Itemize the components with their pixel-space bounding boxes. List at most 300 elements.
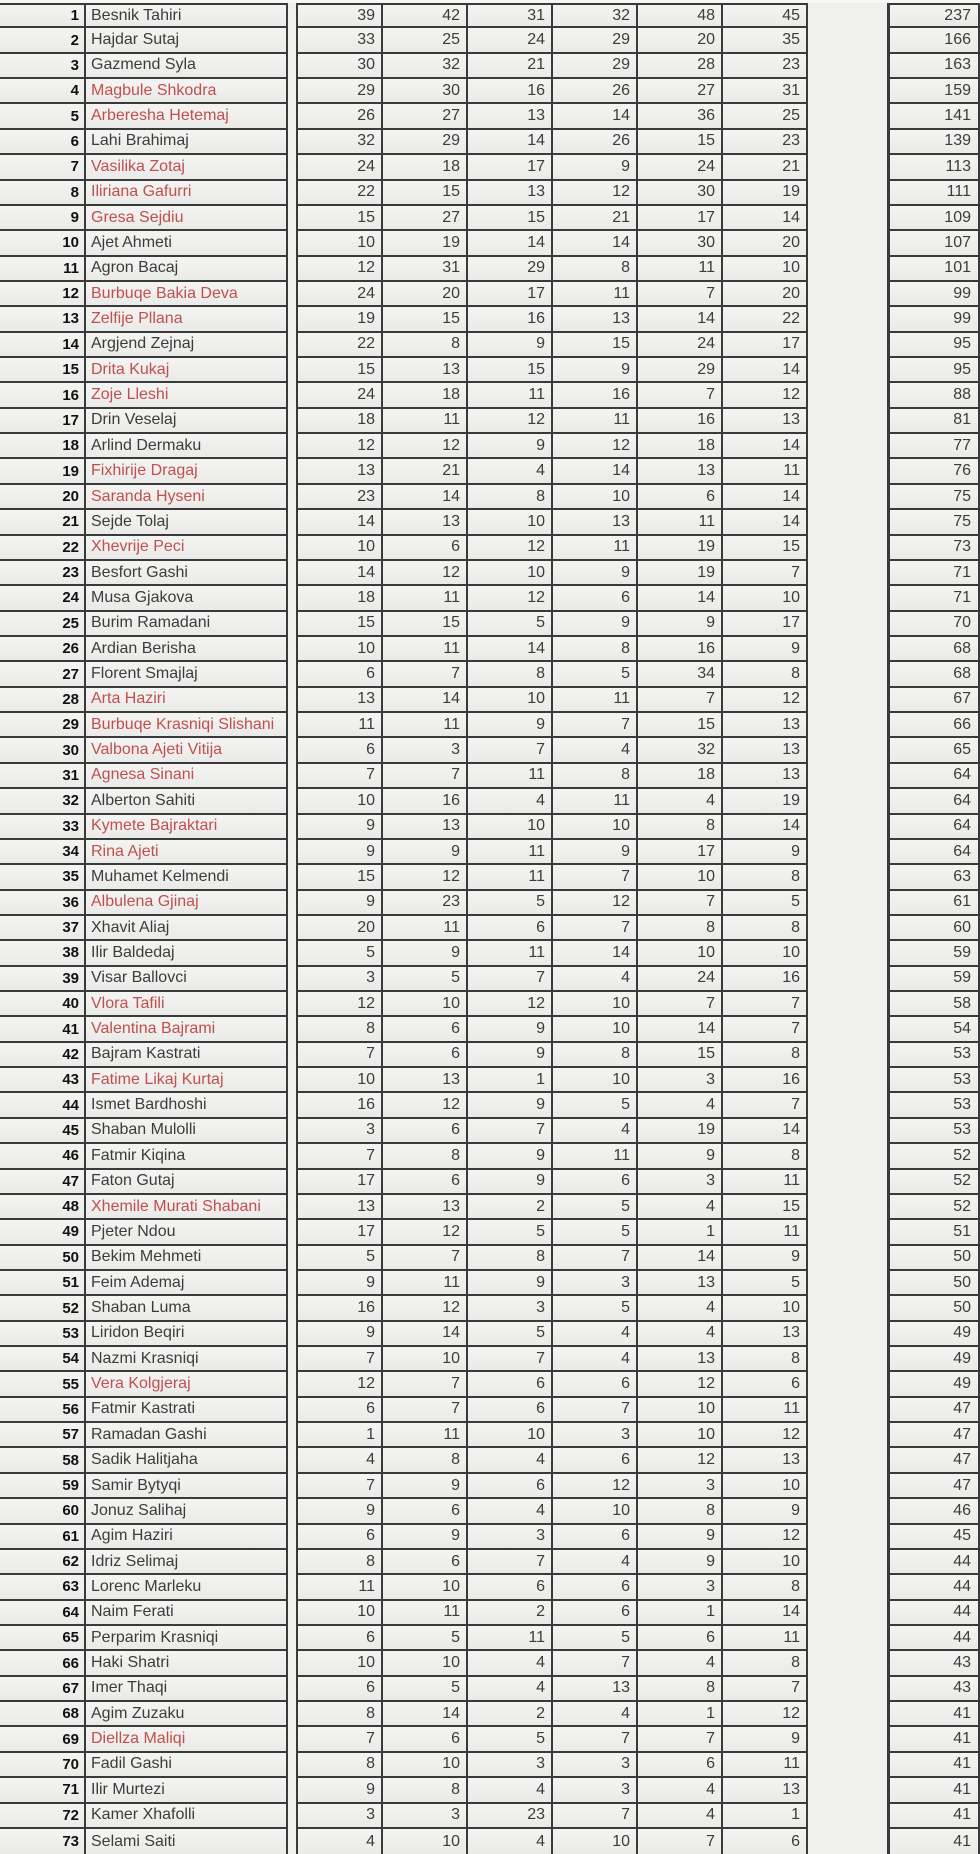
value-cell-2[interactable]: 7 bbox=[383, 662, 468, 687]
rank-cell[interactable]: 8 bbox=[0, 181, 86, 206]
value-cell-4[interactable]: 5 bbox=[553, 1626, 638, 1651]
name-cell[interactable]: Rina Ajeti bbox=[86, 840, 288, 865]
value-cell-2[interactable]: 11 bbox=[383, 713, 468, 738]
value-cell-5[interactable]: 14 bbox=[638, 586, 723, 611]
value-cell-3[interactable]: 5 bbox=[468, 1220, 553, 1245]
value-cell-5[interactable]: 19 bbox=[638, 561, 723, 586]
value-cell-5[interactable]: 14 bbox=[638, 1246, 723, 1271]
total-cell[interactable]: 49 bbox=[890, 1347, 980, 1372]
total-cell[interactable]: 49 bbox=[890, 1372, 980, 1397]
value-cell-2[interactable]: 27 bbox=[383, 206, 468, 231]
total-cell[interactable]: 52 bbox=[890, 1170, 980, 1195]
value-cell-1[interactable]: 16 bbox=[298, 1093, 383, 1118]
value-cell-5[interactable]: 3 bbox=[638, 1068, 723, 1093]
value-cell-3[interactable]: 4 bbox=[468, 1448, 553, 1473]
value-cell-3[interactable]: 10 bbox=[468, 688, 553, 713]
value-cell-4[interactable]: 4 bbox=[553, 738, 638, 763]
value-cell-5[interactable]: 13 bbox=[638, 459, 723, 484]
total-cell[interactable]: 70 bbox=[890, 612, 980, 637]
value-cell-5[interactable]: 18 bbox=[638, 434, 723, 459]
value-cell-1[interactable]: 16 bbox=[298, 1296, 383, 1321]
total-cell[interactable]: 44 bbox=[890, 1601, 980, 1626]
rank-cell[interactable]: 68 bbox=[0, 1702, 86, 1727]
value-cell-5[interactable]: 11 bbox=[638, 257, 723, 282]
rank-cell[interactable]: 36 bbox=[0, 891, 86, 916]
value-cell-6[interactable]: 20 bbox=[723, 282, 808, 307]
value-cell-6[interactable]: 7 bbox=[723, 1017, 808, 1042]
value-cell-5[interactable]: 30 bbox=[638, 181, 723, 206]
name-cell[interactable]: Ilir Baldedaj bbox=[86, 941, 288, 966]
total-cell[interactable]: 113 bbox=[890, 155, 980, 180]
total-cell[interactable]: 81 bbox=[890, 409, 980, 434]
rank-cell[interactable]: 39 bbox=[0, 967, 86, 992]
value-cell-6[interactable]: 19 bbox=[723, 789, 808, 814]
name-cell[interactable]: Fixhirije Dragaj bbox=[86, 459, 288, 484]
value-cell-6[interactable]: 35 bbox=[723, 28, 808, 53]
name-cell[interactable]: Kamer Xhafolli bbox=[86, 1804, 288, 1829]
value-cell-3[interactable]: 9 bbox=[468, 1093, 553, 1118]
name-cell[interactable]: Ismet Bardhoshi bbox=[86, 1093, 288, 1118]
total-cell[interactable]: 50 bbox=[890, 1271, 980, 1296]
name-cell[interactable]: Besnik Tahiri bbox=[86, 3, 288, 28]
value-cell-3[interactable]: 5 bbox=[468, 612, 553, 637]
total-cell[interactable]: 47 bbox=[890, 1398, 980, 1423]
value-cell-5[interactable]: 16 bbox=[638, 409, 723, 434]
value-cell-1[interactable]: 6 bbox=[298, 662, 383, 687]
value-cell-5[interactable]: 14 bbox=[638, 1017, 723, 1042]
name-cell[interactable]: Gazmend Syla bbox=[86, 54, 288, 79]
value-cell-5[interactable]: 29 bbox=[638, 358, 723, 383]
value-cell-6[interactable]: 14 bbox=[723, 485, 808, 510]
value-cell-5[interactable]: 9 bbox=[638, 612, 723, 637]
rank-cell[interactable]: 29 bbox=[0, 713, 86, 738]
value-cell-5[interactable]: 9 bbox=[638, 1525, 723, 1550]
name-cell[interactable]: Idriz Selimaj bbox=[86, 1550, 288, 1575]
value-cell-5[interactable]: 1 bbox=[638, 1601, 723, 1626]
value-cell-3[interactable]: 13 bbox=[468, 181, 553, 206]
value-cell-5[interactable]: 7 bbox=[638, 1829, 723, 1854]
value-cell-2[interactable]: 11 bbox=[383, 916, 468, 941]
total-cell[interactable]: 111 bbox=[890, 181, 980, 206]
value-cell-4[interactable]: 10 bbox=[553, 1499, 638, 1524]
value-cell-2[interactable]: 31 bbox=[383, 257, 468, 282]
rank-cell[interactable]: 62 bbox=[0, 1550, 86, 1575]
value-cell-3[interactable]: 17 bbox=[468, 282, 553, 307]
value-cell-3[interactable]: 5 bbox=[468, 891, 553, 916]
value-cell-6[interactable]: 11 bbox=[723, 1626, 808, 1651]
value-cell-1[interactable]: 10 bbox=[298, 789, 383, 814]
total-cell[interactable]: 44 bbox=[890, 1575, 980, 1600]
value-cell-2[interactable]: 10 bbox=[383, 1347, 468, 1372]
rank-cell[interactable]: 32 bbox=[0, 789, 86, 814]
name-cell[interactable]: Vasilika Zotaj bbox=[86, 155, 288, 180]
value-cell-2[interactable]: 10 bbox=[383, 1829, 468, 1854]
value-cell-2[interactable]: 15 bbox=[383, 612, 468, 637]
rank-cell[interactable]: 58 bbox=[0, 1448, 86, 1473]
name-cell[interactable]: Fadil Gashi bbox=[86, 1753, 288, 1778]
total-cell[interactable]: 41 bbox=[890, 1804, 980, 1829]
name-cell[interactable]: Jonuz Salihaj bbox=[86, 1499, 288, 1524]
value-cell-4[interactable]: 7 bbox=[553, 865, 638, 890]
value-cell-1[interactable]: 4 bbox=[298, 1448, 383, 1473]
name-cell[interactable]: Drin Veselaj bbox=[86, 409, 288, 434]
name-cell[interactable]: Naim Ferati bbox=[86, 1601, 288, 1626]
rank-cell[interactable]: 34 bbox=[0, 840, 86, 865]
value-cell-5[interactable]: 4 bbox=[638, 1195, 723, 1220]
value-cell-5[interactable]: 16 bbox=[638, 637, 723, 662]
value-cell-4[interactable]: 10 bbox=[553, 1068, 638, 1093]
rank-cell[interactable]: 18 bbox=[0, 434, 86, 459]
value-cell-6[interactable]: 12 bbox=[723, 1525, 808, 1550]
total-cell[interactable]: 139 bbox=[890, 130, 980, 155]
rank-cell[interactable]: 3 bbox=[0, 54, 86, 79]
value-cell-3[interactable]: 7 bbox=[468, 1550, 553, 1575]
value-cell-6[interactable]: 6 bbox=[723, 1829, 808, 1854]
value-cell-6[interactable]: 5 bbox=[723, 1271, 808, 1296]
value-cell-4[interactable]: 11 bbox=[553, 409, 638, 434]
value-cell-2[interactable]: 32 bbox=[383, 54, 468, 79]
value-cell-4[interactable]: 32 bbox=[553, 3, 638, 28]
value-cell-2[interactable]: 29 bbox=[383, 130, 468, 155]
total-cell[interactable]: 59 bbox=[890, 967, 980, 992]
rank-cell[interactable]: 30 bbox=[0, 738, 86, 763]
name-cell[interactable]: Visar Ballovci bbox=[86, 967, 288, 992]
value-cell-6[interactable]: 10 bbox=[723, 1550, 808, 1575]
name-cell[interactable]: Zelfije Pllana bbox=[86, 307, 288, 332]
total-cell[interactable]: 52 bbox=[890, 1195, 980, 1220]
rank-cell[interactable]: 51 bbox=[0, 1271, 86, 1296]
total-cell[interactable]: 88 bbox=[890, 383, 980, 408]
value-cell-4[interactable]: 7 bbox=[553, 1246, 638, 1271]
value-cell-6[interactable]: 10 bbox=[723, 941, 808, 966]
rank-cell[interactable]: 54 bbox=[0, 1347, 86, 1372]
name-cell[interactable]: Gresa Sejdiu bbox=[86, 206, 288, 231]
name-cell[interactable]: Iliriana Gafurri bbox=[86, 181, 288, 206]
value-cell-2[interactable]: 6 bbox=[383, 1119, 468, 1144]
total-cell[interactable]: 50 bbox=[890, 1296, 980, 1321]
value-cell-6[interactable]: 8 bbox=[723, 916, 808, 941]
value-cell-3[interactable]: 16 bbox=[468, 79, 553, 104]
value-cell-1[interactable]: 5 bbox=[298, 941, 383, 966]
value-cell-4[interactable]: 6 bbox=[553, 1170, 638, 1195]
rank-cell[interactable]: 48 bbox=[0, 1195, 86, 1220]
total-cell[interactable]: 47 bbox=[890, 1423, 980, 1448]
value-cell-3[interactable]: 9 bbox=[468, 333, 553, 358]
value-cell-4[interactable]: 5 bbox=[553, 662, 638, 687]
value-cell-5[interactable]: 10 bbox=[638, 865, 723, 890]
rank-cell[interactable]: 49 bbox=[0, 1220, 86, 1245]
rank-cell[interactable]: 66 bbox=[0, 1651, 86, 1676]
value-cell-1[interactable]: 6 bbox=[298, 1677, 383, 1702]
name-cell[interactable]: Valentina Bajrami bbox=[86, 1017, 288, 1042]
value-cell-4[interactable]: 12 bbox=[553, 434, 638, 459]
total-cell[interactable]: 71 bbox=[890, 586, 980, 611]
value-cell-6[interactable]: 7 bbox=[723, 1093, 808, 1118]
value-cell-5[interactable]: 24 bbox=[638, 333, 723, 358]
value-cell-1[interactable]: 32 bbox=[298, 130, 383, 155]
value-cell-1[interactable]: 24 bbox=[298, 383, 383, 408]
value-cell-5[interactable]: 1 bbox=[638, 1220, 723, 1245]
total-cell[interactable]: 44 bbox=[890, 1626, 980, 1651]
name-cell[interactable]: Imer Thaqi bbox=[86, 1677, 288, 1702]
value-cell-1[interactable]: 8 bbox=[298, 1017, 383, 1042]
value-cell-2[interactable]: 10 bbox=[383, 1753, 468, 1778]
value-cell-1[interactable]: 12 bbox=[298, 992, 383, 1017]
value-cell-5[interactable]: 8 bbox=[638, 916, 723, 941]
value-cell-2[interactable]: 6 bbox=[383, 1017, 468, 1042]
value-cell-4[interactable]: 13 bbox=[553, 1677, 638, 1702]
rank-cell[interactable]: 15 bbox=[0, 358, 86, 383]
value-cell-6[interactable]: 7 bbox=[723, 992, 808, 1017]
value-cell-2[interactable]: 10 bbox=[383, 1651, 468, 1676]
rank-cell[interactable]: 35 bbox=[0, 865, 86, 890]
value-cell-4[interactable]: 3 bbox=[553, 1778, 638, 1803]
value-cell-6[interactable]: 13 bbox=[723, 1778, 808, 1803]
name-cell[interactable]: Selami Saiti bbox=[86, 1829, 288, 1854]
value-cell-4[interactable]: 26 bbox=[553, 130, 638, 155]
value-cell-6[interactable]: 11 bbox=[723, 459, 808, 484]
rank-cell[interactable]: 52 bbox=[0, 1296, 86, 1321]
value-cell-2[interactable]: 8 bbox=[383, 1144, 468, 1169]
value-cell-6[interactable]: 16 bbox=[723, 1068, 808, 1093]
value-cell-5[interactable]: 30 bbox=[638, 231, 723, 256]
value-cell-6[interactable]: 8 bbox=[723, 1651, 808, 1676]
value-cell-1[interactable]: 15 bbox=[298, 206, 383, 231]
value-cell-4[interactable]: 29 bbox=[553, 28, 638, 53]
value-cell-2[interactable]: 15 bbox=[383, 181, 468, 206]
value-cell-3[interactable]: 4 bbox=[468, 1677, 553, 1702]
value-cell-1[interactable]: 11 bbox=[298, 713, 383, 738]
value-cell-5[interactable]: 17 bbox=[638, 206, 723, 231]
value-cell-6[interactable]: 8 bbox=[723, 1144, 808, 1169]
rank-cell[interactable]: 37 bbox=[0, 916, 86, 941]
value-cell-3[interactable]: 14 bbox=[468, 231, 553, 256]
value-cell-3[interactable]: 10 bbox=[468, 561, 553, 586]
total-cell[interactable]: 163 bbox=[890, 54, 980, 79]
value-cell-6[interactable]: 15 bbox=[723, 536, 808, 561]
value-cell-3[interactable]: 6 bbox=[468, 1372, 553, 1397]
value-cell-4[interactable]: 3 bbox=[553, 1753, 638, 1778]
value-cell-5[interactable]: 32 bbox=[638, 738, 723, 763]
name-cell[interactable]: Albulena Gjinaj bbox=[86, 891, 288, 916]
value-cell-3[interactable]: 12 bbox=[468, 992, 553, 1017]
name-cell[interactable]: Musa Gjakova bbox=[86, 586, 288, 611]
value-cell-4[interactable]: 12 bbox=[553, 1474, 638, 1499]
rank-cell[interactable]: 43 bbox=[0, 1068, 86, 1093]
value-cell-1[interactable]: 6 bbox=[298, 1525, 383, 1550]
value-cell-6[interactable]: 31 bbox=[723, 79, 808, 104]
value-cell-3[interactable]: 12 bbox=[468, 409, 553, 434]
value-cell-2[interactable]: 20 bbox=[383, 282, 468, 307]
total-cell[interactable]: 49 bbox=[890, 1322, 980, 1347]
value-cell-5[interactable]: 8 bbox=[638, 815, 723, 840]
value-cell-6[interactable]: 8 bbox=[723, 662, 808, 687]
value-cell-5[interactable]: 6 bbox=[638, 1753, 723, 1778]
name-cell[interactable]: Feim Ademaj bbox=[86, 1271, 288, 1296]
value-cell-6[interactable]: 12 bbox=[723, 688, 808, 713]
value-cell-6[interactable]: 12 bbox=[723, 383, 808, 408]
value-cell-4[interactable]: 10 bbox=[553, 992, 638, 1017]
value-cell-2[interactable]: 6 bbox=[383, 1170, 468, 1195]
value-cell-1[interactable]: 12 bbox=[298, 257, 383, 282]
value-cell-6[interactable]: 6 bbox=[723, 1372, 808, 1397]
value-cell-6[interactable]: 13 bbox=[723, 1322, 808, 1347]
value-cell-3[interactable]: 3 bbox=[468, 1525, 553, 1550]
value-cell-4[interactable]: 7 bbox=[553, 1727, 638, 1752]
name-cell[interactable]: Haki Shatri bbox=[86, 1651, 288, 1676]
value-cell-1[interactable]: 24 bbox=[298, 155, 383, 180]
rank-cell[interactable]: 12 bbox=[0, 282, 86, 307]
value-cell-4[interactable]: 6 bbox=[553, 1575, 638, 1600]
value-cell-1[interactable]: 10 bbox=[298, 231, 383, 256]
value-cell-4[interactable]: 13 bbox=[553, 307, 638, 332]
value-cell-2[interactable]: 12 bbox=[383, 865, 468, 890]
value-cell-5[interactable]: 4 bbox=[638, 1778, 723, 1803]
value-cell-3[interactable]: 9 bbox=[468, 1017, 553, 1042]
value-cell-4[interactable]: 26 bbox=[553, 79, 638, 104]
rank-cell[interactable]: 2 bbox=[0, 28, 86, 53]
value-cell-4[interactable]: 8 bbox=[553, 1043, 638, 1068]
rank-cell[interactable]: 1 bbox=[0, 3, 86, 28]
value-cell-6[interactable]: 9 bbox=[723, 840, 808, 865]
rank-cell[interactable]: 10 bbox=[0, 231, 86, 256]
value-cell-4[interactable]: 8 bbox=[553, 257, 638, 282]
value-cell-2[interactable]: 21 bbox=[383, 459, 468, 484]
name-cell[interactable]: Shaban Luma bbox=[86, 1296, 288, 1321]
value-cell-6[interactable]: 13 bbox=[723, 713, 808, 738]
value-cell-3[interactable]: 4 bbox=[468, 1829, 553, 1854]
name-cell[interactable]: Diellza Maliqi bbox=[86, 1727, 288, 1752]
rank-cell[interactable]: 67 bbox=[0, 1677, 86, 1702]
value-cell-6[interactable]: 7 bbox=[723, 561, 808, 586]
name-cell[interactable]: Shaban Mulolli bbox=[86, 1119, 288, 1144]
value-cell-1[interactable]: 33 bbox=[298, 28, 383, 53]
value-cell-3[interactable]: 15 bbox=[468, 358, 553, 383]
value-cell-3[interactable]: 10 bbox=[468, 510, 553, 535]
value-cell-2[interactable]: 12 bbox=[383, 1093, 468, 1118]
rank-cell[interactable]: 17 bbox=[0, 409, 86, 434]
rank-cell[interactable]: 44 bbox=[0, 1093, 86, 1118]
value-cell-4[interactable]: 4 bbox=[553, 1347, 638, 1372]
rank-cell[interactable]: 47 bbox=[0, 1170, 86, 1195]
value-cell-4[interactable]: 11 bbox=[553, 1144, 638, 1169]
value-cell-1[interactable]: 3 bbox=[298, 1119, 383, 1144]
value-cell-2[interactable]: 15 bbox=[383, 307, 468, 332]
value-cell-5[interactable]: 8 bbox=[638, 1499, 723, 1524]
value-cell-5[interactable]: 4 bbox=[638, 1651, 723, 1676]
value-cell-1[interactable]: 10 bbox=[298, 637, 383, 662]
value-cell-5[interactable]: 7 bbox=[638, 1727, 723, 1752]
value-cell-5[interactable]: 3 bbox=[638, 1170, 723, 1195]
value-cell-2[interactable]: 13 bbox=[383, 1195, 468, 1220]
value-cell-2[interactable]: 6 bbox=[383, 1550, 468, 1575]
value-cell-2[interactable]: 5 bbox=[383, 1677, 468, 1702]
value-cell-6[interactable]: 11 bbox=[723, 1220, 808, 1245]
total-cell[interactable]: 41 bbox=[890, 1778, 980, 1803]
value-cell-1[interactable]: 10 bbox=[298, 536, 383, 561]
name-cell[interactable]: Xhavit Aliaj bbox=[86, 916, 288, 941]
value-cell-3[interactable]: 17 bbox=[468, 155, 553, 180]
rank-cell[interactable]: 6 bbox=[0, 130, 86, 155]
value-cell-2[interactable]: 12 bbox=[383, 434, 468, 459]
total-cell[interactable]: 41 bbox=[890, 1753, 980, 1778]
value-cell-6[interactable]: 8 bbox=[723, 1575, 808, 1600]
value-cell-3[interactable]: 7 bbox=[468, 1347, 553, 1372]
value-cell-6[interactable]: 14 bbox=[723, 1601, 808, 1626]
value-cell-6[interactable]: 7 bbox=[723, 1677, 808, 1702]
value-cell-5[interactable]: 15 bbox=[638, 130, 723, 155]
value-cell-3[interactable]: 11 bbox=[468, 1626, 553, 1651]
name-cell[interactable]: Xhemile Murati Shabani bbox=[86, 1195, 288, 1220]
value-cell-3[interactable]: 5 bbox=[468, 1727, 553, 1752]
value-cell-4[interactable]: 11 bbox=[553, 282, 638, 307]
value-cell-5[interactable]: 12 bbox=[638, 1448, 723, 1473]
value-cell-6[interactable]: 11 bbox=[723, 1398, 808, 1423]
value-cell-5[interactable]: 4 bbox=[638, 1322, 723, 1347]
value-cell-6[interactable]: 9 bbox=[723, 1499, 808, 1524]
total-cell[interactable]: 101 bbox=[890, 257, 980, 282]
name-cell[interactable]: Valbona Ajeti Vitija bbox=[86, 738, 288, 763]
value-cell-3[interactable]: 7 bbox=[468, 967, 553, 992]
value-cell-6[interactable]: 25 bbox=[723, 104, 808, 129]
value-cell-2[interactable]: 14 bbox=[383, 688, 468, 713]
value-cell-2[interactable]: 16 bbox=[383, 789, 468, 814]
value-cell-4[interactable]: 12 bbox=[553, 891, 638, 916]
value-cell-6[interactable]: 8 bbox=[723, 1347, 808, 1372]
name-cell[interactable]: Bajram Kastrati bbox=[86, 1043, 288, 1068]
name-cell[interactable]: Besfort Gashi bbox=[86, 561, 288, 586]
value-cell-2[interactable]: 14 bbox=[383, 1322, 468, 1347]
name-cell[interactable]: Ramadan Gashi bbox=[86, 1423, 288, 1448]
value-cell-1[interactable]: 7 bbox=[298, 1474, 383, 1499]
total-cell[interactable]: 64 bbox=[890, 840, 980, 865]
value-cell-3[interactable]: 2 bbox=[468, 1195, 553, 1220]
total-cell[interactable]: 68 bbox=[890, 662, 980, 687]
value-cell-4[interactable]: 4 bbox=[553, 1550, 638, 1575]
value-cell-4[interactable]: 5 bbox=[553, 1093, 638, 1118]
value-cell-2[interactable]: 9 bbox=[383, 1474, 468, 1499]
name-cell[interactable]: Burbuqe Krasniqi Slishani bbox=[86, 713, 288, 738]
value-cell-6[interactable]: 14 bbox=[723, 1119, 808, 1144]
value-cell-3[interactable]: 11 bbox=[468, 941, 553, 966]
value-cell-5[interactable]: 9 bbox=[638, 1144, 723, 1169]
value-cell-2[interactable]: 11 bbox=[383, 409, 468, 434]
rank-cell[interactable]: 33 bbox=[0, 815, 86, 840]
total-cell[interactable]: 59 bbox=[890, 941, 980, 966]
name-cell[interactable]: Ilir Murtezi bbox=[86, 1778, 288, 1803]
value-cell-2[interactable]: 8 bbox=[383, 1778, 468, 1803]
value-cell-6[interactable]: 12 bbox=[723, 1423, 808, 1448]
value-cell-1[interactable]: 5 bbox=[298, 1246, 383, 1271]
value-cell-3[interactable]: 15 bbox=[468, 206, 553, 231]
total-cell[interactable]: 99 bbox=[890, 307, 980, 332]
value-cell-2[interactable]: 6 bbox=[383, 1727, 468, 1752]
value-cell-5[interactable]: 24 bbox=[638, 155, 723, 180]
rank-cell[interactable]: 7 bbox=[0, 155, 86, 180]
rank-cell[interactable]: 22 bbox=[0, 536, 86, 561]
value-cell-4[interactable]: 4 bbox=[553, 1119, 638, 1144]
rank-cell[interactable]: 26 bbox=[0, 637, 86, 662]
name-cell[interactable]: Ardian Berisha bbox=[86, 637, 288, 662]
value-cell-3[interactable]: 3 bbox=[468, 1753, 553, 1778]
value-cell-4[interactable]: 15 bbox=[553, 333, 638, 358]
value-cell-6[interactable]: 23 bbox=[723, 54, 808, 79]
value-cell-4[interactable]: 7 bbox=[553, 916, 638, 941]
rank-cell[interactable]: 50 bbox=[0, 1246, 86, 1271]
value-cell-2[interactable]: 11 bbox=[383, 1423, 468, 1448]
name-cell[interactable]: Agron Bacaj bbox=[86, 257, 288, 282]
value-cell-1[interactable]: 13 bbox=[298, 688, 383, 713]
